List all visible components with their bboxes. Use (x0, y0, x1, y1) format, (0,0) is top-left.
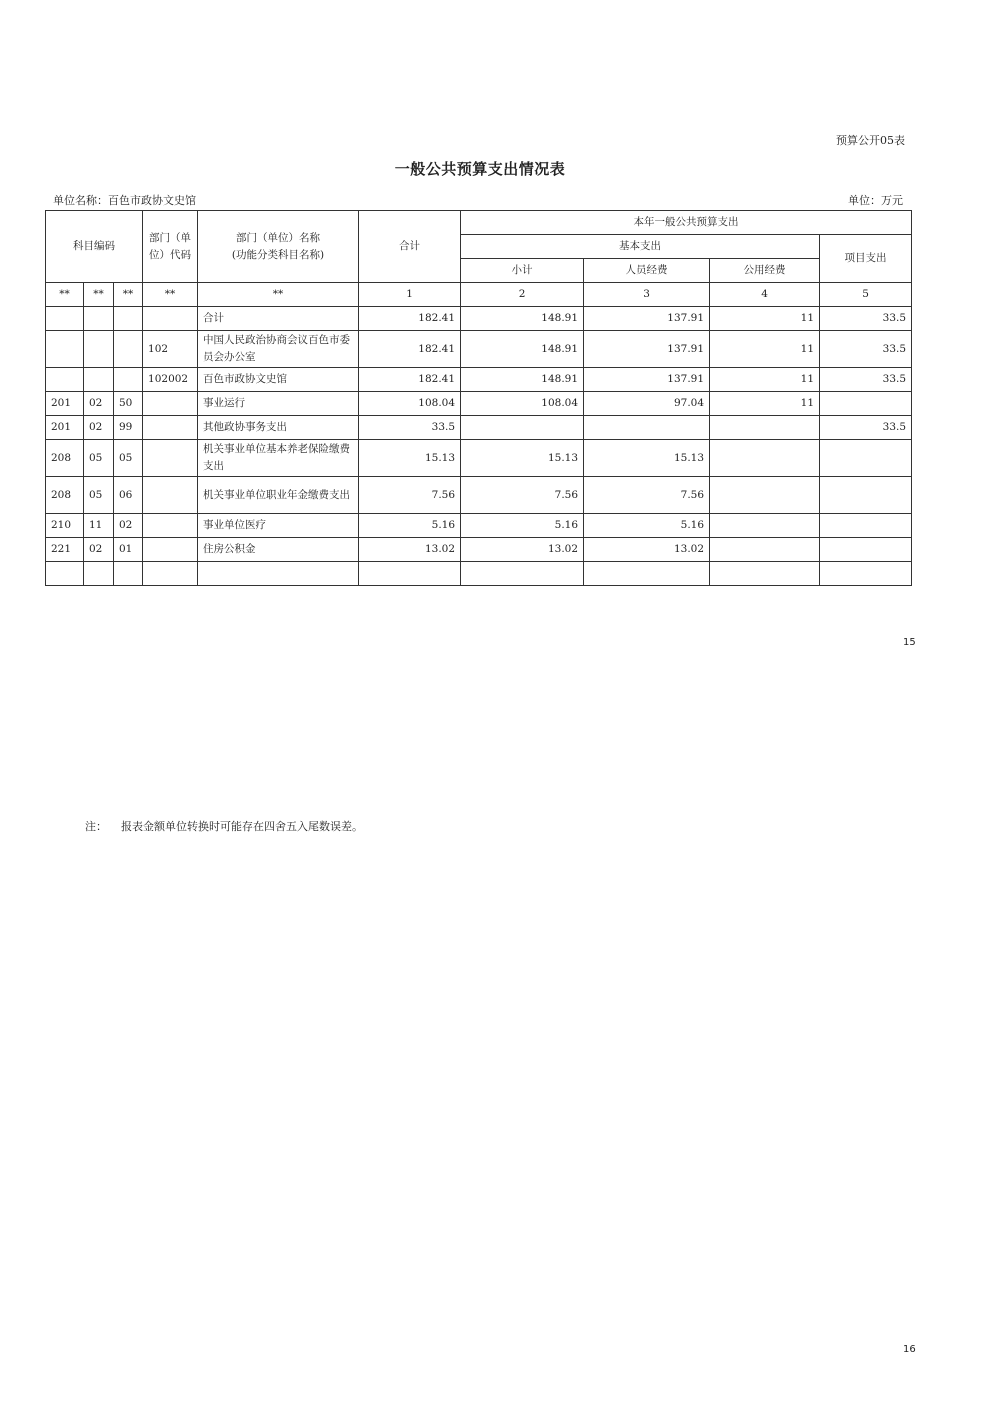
dept-code-cell: 102002 (143, 368, 198, 392)
public-cell (710, 440, 820, 477)
personnel-cell: 15.13 (584, 440, 710, 477)
total-cell: 7.56 (359, 477, 461, 514)
index-cell: ** (198, 283, 359, 307)
subject-class-cell: 208 (46, 477, 84, 514)
subtotal-cell: 15.13 (461, 440, 584, 477)
subtotal-cell: 148.91 (461, 368, 584, 392)
index-cell: 3 (584, 283, 710, 307)
index-cell: 2 (461, 283, 584, 307)
table-row (46, 307, 912, 331)
personnel-expense-header: 人员经费 (584, 259, 710, 283)
table-row (46, 416, 912, 440)
public-expense-header: 公用经费 (710, 259, 820, 283)
total-cell: 182.41 (359, 331, 461, 368)
total-cell: 182.41 (359, 368, 461, 392)
personnel-cell (584, 416, 710, 440)
project-expense-header: 项目支出 (820, 235, 912, 283)
name-cell: 事业运行 (198, 392, 359, 416)
project-cell (820, 514, 912, 538)
dept-code-cell (143, 538, 198, 562)
project-cell: 33.5 (820, 416, 912, 440)
currency-unit (848, 192, 903, 208)
name-cell: 机关事业单位职业年金缴费支出 (198, 477, 359, 514)
index-row (46, 283, 912, 307)
index-cell: ** (46, 283, 84, 307)
subject-class-cell: 208 (46, 440, 84, 477)
subject-item-cell: 02 (84, 416, 114, 440)
project-cell (820, 562, 912, 586)
unit-name (53, 192, 196, 208)
dept-code-cell (143, 562, 198, 586)
total-cell (359, 562, 461, 586)
table-head (46, 211, 912, 307)
currency-unit-label: 单位： (848, 194, 881, 207)
table-code: 预算公开05表 (836, 134, 905, 147)
table-row (46, 514, 912, 538)
personnel-cell: 137.91 (584, 368, 710, 392)
dept-code-cell (143, 514, 198, 538)
subject-subitem-cell: 02 (114, 514, 143, 538)
name-cell: 百色市政协文史馆 (198, 368, 359, 392)
page-title: 一般公共预算支出情况表 (394, 160, 566, 178)
name-cell: 其他政协事务支出 (198, 416, 359, 440)
subject-class-cell: 221 (46, 538, 84, 562)
subtotal-cell (461, 562, 584, 586)
subject-class-cell: 210 (46, 514, 84, 538)
subject-subitem-cell: 01 (114, 538, 143, 562)
personnel-cell: 97.04 (584, 392, 710, 416)
subject-item-cell: 02 (84, 392, 114, 416)
personnel-cell: 137.91 (584, 307, 710, 331)
dept-code-cell (143, 440, 198, 477)
dept-code-cell (143, 416, 198, 440)
name-cell: 事业单位医疗 (198, 514, 359, 538)
project-cell: 33.5 (820, 307, 912, 331)
public-cell (710, 538, 820, 562)
footnote-text: 报表金额单位转换时可能存在四舍五入尾数误差。 (121, 820, 363, 833)
subtotal-cell: 148.91 (461, 307, 584, 331)
subtotal-cell (461, 416, 584, 440)
currency-unit-value: 万元 (881, 194, 903, 207)
subject-subitem-cell: 50 (114, 392, 143, 416)
index-cell: ** (84, 283, 114, 307)
subject-subitem-cell: 99 (114, 416, 143, 440)
dept-code-header: 部门（单位）代码 (143, 211, 198, 283)
total-cell: 15.13 (359, 440, 461, 477)
total-cell: 33.5 (359, 416, 461, 440)
subtotal-cell: 7.56 (461, 477, 584, 514)
name-cell: 合计 (198, 307, 359, 331)
group-header: 本年一般公共预算支出 (461, 211, 912, 235)
unit-name-label: 单位名称： (53, 194, 108, 207)
public-cell: 11 (710, 368, 820, 392)
dept-code-cell (143, 477, 198, 514)
project-cell (820, 538, 912, 562)
public-cell: 11 (710, 392, 820, 416)
subtotal-cell: 108.04 (461, 392, 584, 416)
table-row (46, 538, 912, 562)
index-cell: 5 (820, 283, 912, 307)
name-cell: 中国人民政治协商会议百色市委员会办公室 (198, 331, 359, 368)
public-cell (710, 514, 820, 538)
public-cell (710, 477, 820, 514)
project-cell (820, 392, 912, 416)
name-cell: 住房公积金 (198, 538, 359, 562)
table-body (46, 307, 912, 586)
dept-code-cell (143, 392, 198, 416)
project-cell: 33.5 (820, 368, 912, 392)
subject-item-cell (84, 307, 114, 331)
subject-item-cell (84, 331, 114, 368)
total-cell: 13.02 (359, 538, 461, 562)
dept-name-header-line1: 部门（单位）名称 (236, 231, 321, 244)
public-cell: 11 (710, 307, 820, 331)
subject-class-cell (46, 331, 84, 368)
subtotal-header: 小计 (461, 259, 584, 283)
public-cell (710, 416, 820, 440)
index-cell: 4 (710, 283, 820, 307)
dept-code-cell: 102 (143, 331, 198, 368)
subject-item-cell: 02 (84, 538, 114, 562)
total-cell: 182.41 (359, 307, 461, 331)
subtotal-cell: 5.16 (461, 514, 584, 538)
page-number: 16 (903, 1344, 916, 1355)
basic-expense-header: 基本支出 (461, 235, 820, 259)
project-cell (820, 440, 912, 477)
personnel-cell: 5.16 (584, 514, 710, 538)
footnote (85, 818, 377, 834)
subject-class-cell (46, 307, 84, 331)
table-row (46, 331, 912, 368)
personnel-cell: 13.02 (584, 538, 710, 562)
subtotal-cell: 13.02 (461, 538, 584, 562)
dept-name-header (198, 211, 359, 283)
subject-code-header: 科目编码 (46, 211, 143, 283)
subject-subitem-cell (114, 307, 143, 331)
table-row (46, 368, 912, 392)
table-row (46, 392, 912, 416)
personnel-cell: 137.91 (584, 331, 710, 368)
total-header: 合计 (359, 211, 461, 283)
dept-code-cell (143, 307, 198, 331)
table-row (46, 440, 912, 477)
budget-table (45, 210, 912, 586)
subject-item-cell: 05 (84, 477, 114, 514)
subject-subitem-cell: 06 (114, 477, 143, 514)
subject-item-cell (84, 368, 114, 392)
subject-item-cell (84, 562, 114, 586)
subject-item-cell: 11 (84, 514, 114, 538)
subject-subitem-cell (114, 562, 143, 586)
unit-name-value: 百色市政协文史馆 (108, 194, 196, 207)
subject-item-cell: 05 (84, 440, 114, 477)
index-cell: 1 (359, 283, 461, 307)
page-number: 15 (903, 637, 916, 648)
table-row (46, 562, 912, 586)
public-cell (710, 562, 820, 586)
dept-name-header-line2: (功能分类科目名称) (231, 248, 325, 261)
project-cell: 33.5 (820, 331, 912, 368)
subject-class-cell (46, 562, 84, 586)
public-cell: 11 (710, 331, 820, 368)
name-cell (198, 562, 359, 586)
subject-class-cell: 201 (46, 416, 84, 440)
subject-class-cell (46, 368, 84, 392)
footnote-label: 注： (85, 820, 107, 833)
name-cell: 机关事业单位基本养老保险缴费支出 (198, 440, 359, 477)
subject-subitem-cell: 05 (114, 440, 143, 477)
subject-class-cell: 201 (46, 392, 84, 416)
total-cell: 108.04 (359, 392, 461, 416)
subject-subitem-cell (114, 331, 143, 368)
project-cell (820, 477, 912, 514)
subtotal-cell: 148.91 (461, 331, 584, 368)
total-cell: 5.16 (359, 514, 461, 538)
index-cell: ** (114, 283, 143, 307)
table-row (46, 477, 912, 514)
index-cell: ** (143, 283, 198, 307)
subject-subitem-cell (114, 368, 143, 392)
personnel-cell (584, 562, 710, 586)
personnel-cell: 7.56 (584, 477, 710, 514)
